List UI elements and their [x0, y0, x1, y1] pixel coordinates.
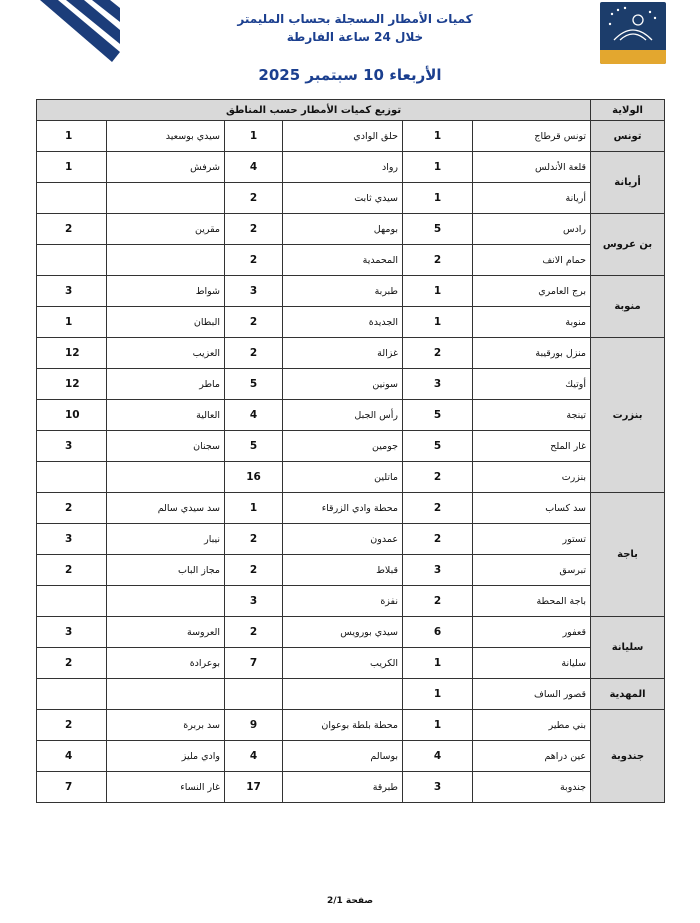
table-row	[37, 710, 665, 741]
station-name: العروسة	[107, 617, 225, 648]
station-name: منوبة	[473, 307, 591, 338]
station-name: الجديدة	[283, 307, 403, 338]
station-name: رأس الجبل	[283, 400, 403, 431]
station-name: طبربة	[283, 276, 403, 307]
table-row	[37, 152, 665, 183]
rain-value: 1	[37, 307, 107, 338]
rain-value: 1	[403, 710, 473, 741]
rain-value: 2	[225, 183, 283, 214]
governorate-name: بنزرت	[591, 338, 665, 493]
station-name: قعفور	[473, 617, 591, 648]
station-name: ماطر	[107, 369, 225, 400]
station-name: غزالة	[283, 338, 403, 369]
station-name: محطة بلطة بوعوان	[283, 710, 403, 741]
table-row	[37, 772, 665, 803]
rain-value: 1	[403, 121, 473, 152]
station-name: مقرين	[107, 214, 225, 245]
rain-value: 6	[403, 617, 473, 648]
rain-value: 17	[225, 772, 283, 803]
rain-value: 2	[225, 338, 283, 369]
rain-value: 4	[225, 400, 283, 431]
governorate-name: سليانة	[591, 617, 665, 679]
table-row	[37, 617, 665, 648]
station-name: العالية	[107, 400, 225, 431]
station-name: تبرسق	[473, 555, 591, 586]
station-name: تونس قرطاج	[473, 121, 591, 152]
rain-value: 9	[225, 710, 283, 741]
station-name: قصور الساف	[473, 679, 591, 710]
table-row	[37, 400, 665, 431]
station-name: عمدون	[283, 524, 403, 555]
rain-value: 2	[37, 710, 107, 741]
rain-value: 1	[403, 183, 473, 214]
rain-value: 2	[225, 555, 283, 586]
table-row	[37, 679, 665, 710]
rain-value	[37, 462, 107, 493]
station-name	[283, 679, 403, 710]
station-name: سيدي بورويس	[283, 617, 403, 648]
table-row	[37, 493, 665, 524]
station-name: قلعة الأندلس	[473, 152, 591, 183]
rain-value: 3	[225, 276, 283, 307]
station-name: الكريب	[283, 648, 403, 679]
rain-value: 2	[403, 245, 473, 276]
table-row	[37, 121, 665, 152]
table-row	[37, 338, 665, 369]
rain-value: 3	[403, 772, 473, 803]
station-name: سد سيدي سالم	[107, 493, 225, 524]
rain-value: 5	[225, 369, 283, 400]
station-name: نفزة	[283, 586, 403, 617]
table-row	[37, 524, 665, 555]
rain-value: 2	[37, 555, 107, 586]
station-name: غار النساء	[107, 772, 225, 803]
report-subtitle: خلال 24 ساعة الفارطة	[286, 30, 424, 44]
rain-value: 12	[37, 369, 107, 400]
institution-logo	[600, 2, 666, 64]
rain-value: 3	[37, 617, 107, 648]
table-row	[37, 276, 665, 307]
station-name: سد كساب	[473, 493, 591, 524]
station-name: أوتيك	[473, 369, 591, 400]
station-name: جندوبة	[473, 772, 591, 803]
station-name: سد بربرة	[107, 710, 225, 741]
station-name: سليانة	[473, 648, 591, 679]
station-name: عين دراهم	[473, 741, 591, 772]
governorate-name: تونس	[591, 121, 665, 152]
distribution-header: توزيع كميات الأمطار حسب المناطق	[37, 100, 591, 121]
station-name: المحمدية	[283, 245, 403, 276]
governorate-name: منوبة	[591, 276, 665, 338]
rain-value: 7	[225, 648, 283, 679]
table-header-row	[37, 100, 665, 121]
station-name: سونين	[283, 369, 403, 400]
rain-value: 4	[403, 741, 473, 772]
table-row	[37, 214, 665, 245]
rain-value: 12	[37, 338, 107, 369]
table-row	[37, 648, 665, 679]
governorate-name: بن عروس	[591, 214, 665, 276]
rain-value: 5	[403, 400, 473, 431]
table-row	[37, 586, 665, 617]
station-name: منزل بورقيبة	[473, 338, 591, 369]
rain-value	[37, 245, 107, 276]
station-name: بنزرت	[473, 462, 591, 493]
station-name	[107, 679, 225, 710]
station-name: سجنان	[107, 431, 225, 462]
logo-text	[604, 53, 662, 63]
table-row	[37, 462, 665, 493]
station-name: رادس	[473, 214, 591, 245]
rain-value: 4	[37, 741, 107, 772]
governorate-name: أريانة	[591, 152, 665, 214]
rain-value: 2	[37, 493, 107, 524]
station-name: رواد	[283, 152, 403, 183]
governorate-header: الولاية	[591, 100, 665, 121]
rain-value: 1	[37, 152, 107, 183]
station-name: بوسالم	[283, 741, 403, 772]
station-name: العزيب	[107, 338, 225, 369]
table-row	[37, 741, 665, 772]
rain-value: 3	[403, 369, 473, 400]
station-name: غار الملح	[473, 431, 591, 462]
rain-value: 3	[403, 555, 473, 586]
rain-value: 2	[403, 338, 473, 369]
rain-value: 4	[225, 741, 283, 772]
rain-value: 2	[225, 524, 283, 555]
rain-value: 5	[225, 431, 283, 462]
rain-value: 2	[403, 493, 473, 524]
rain-value: 2	[225, 245, 283, 276]
station-name: أريانة	[473, 183, 591, 214]
table-row	[37, 183, 665, 214]
station-name: طبرقة	[283, 772, 403, 803]
station-name	[107, 183, 225, 214]
station-name: ماتلين	[283, 462, 403, 493]
rain-value: 2	[225, 214, 283, 245]
rain-value: 1	[225, 493, 283, 524]
table-row	[37, 555, 665, 586]
station-name: محطة وادي الزرقاء	[283, 493, 403, 524]
station-name: حمام الانف	[473, 245, 591, 276]
station-name: حلق الوادي	[283, 121, 403, 152]
governorate-name: المهدية	[591, 679, 665, 710]
rain-value	[37, 183, 107, 214]
rain-value: 3	[225, 586, 283, 617]
logo-emblem-icon	[600, 2, 666, 50]
report-date: الأربعاء 10 سبتمبر 2025	[258, 66, 442, 84]
station-name: تستور	[473, 524, 591, 555]
station-name: بومهل	[283, 214, 403, 245]
station-name: بني مطير	[473, 710, 591, 741]
rain-value: 10	[37, 400, 107, 431]
rain-value: 2	[403, 586, 473, 617]
rain-value: 2	[403, 524, 473, 555]
rain-value	[37, 586, 107, 617]
rain-value: 2	[403, 462, 473, 493]
station-name: سيدي بوسعيد	[107, 121, 225, 152]
rain-value: 7	[37, 772, 107, 803]
decorative-stripes	[30, 0, 120, 70]
rain-value: 1	[403, 152, 473, 183]
rain-value: 1	[225, 121, 283, 152]
table-row	[37, 307, 665, 338]
station-name: قبلاط	[283, 555, 403, 586]
station-name: بوعرادة	[107, 648, 225, 679]
governorate-name: جندوبة	[591, 710, 665, 803]
table-row	[37, 369, 665, 400]
rain-value: 5	[403, 214, 473, 245]
rain-value: 1	[37, 121, 107, 152]
rain-value: 16	[225, 462, 283, 493]
station-name	[107, 586, 225, 617]
station-name	[107, 245, 225, 276]
table-row	[37, 245, 665, 276]
rain-value: 4	[225, 152, 283, 183]
page-number: صفحة 2/1	[326, 896, 374, 906]
rain-value: 5	[403, 431, 473, 462]
station-name: جومين	[283, 431, 403, 462]
rain-value	[225, 679, 283, 710]
rain-value: 3	[37, 524, 107, 555]
report-title: كميات الأمطار المسجلة بحساب المليمتر	[237, 12, 473, 26]
rain-value: 2	[37, 648, 107, 679]
rainfall-table	[36, 99, 665, 803]
station-name: البطان	[107, 307, 225, 338]
governorate-name: باجة	[591, 493, 665, 617]
station-name: وادي مليز	[107, 741, 225, 772]
rain-value: 1	[403, 648, 473, 679]
rain-value: 1	[403, 307, 473, 338]
station-name: باجة المحطة	[473, 586, 591, 617]
rain-value: 3	[37, 431, 107, 462]
station-name: نيبار	[107, 524, 225, 555]
rain-value: 1	[403, 679, 473, 710]
rain-value: 1	[403, 276, 473, 307]
rain-value: 2	[225, 307, 283, 338]
rain-value: 3	[37, 276, 107, 307]
station-name: تينجة	[473, 400, 591, 431]
station-name: شواط	[107, 276, 225, 307]
station-name	[107, 462, 225, 493]
station-name: شرفش	[107, 152, 225, 183]
table-row	[37, 431, 665, 462]
station-name: برج العامري	[473, 276, 591, 307]
station-name: مجاز الباب	[107, 555, 225, 586]
rain-value	[37, 679, 107, 710]
station-name: سيدي ثابت	[283, 183, 403, 214]
rain-value: 2	[37, 214, 107, 245]
rain-value: 2	[225, 617, 283, 648]
